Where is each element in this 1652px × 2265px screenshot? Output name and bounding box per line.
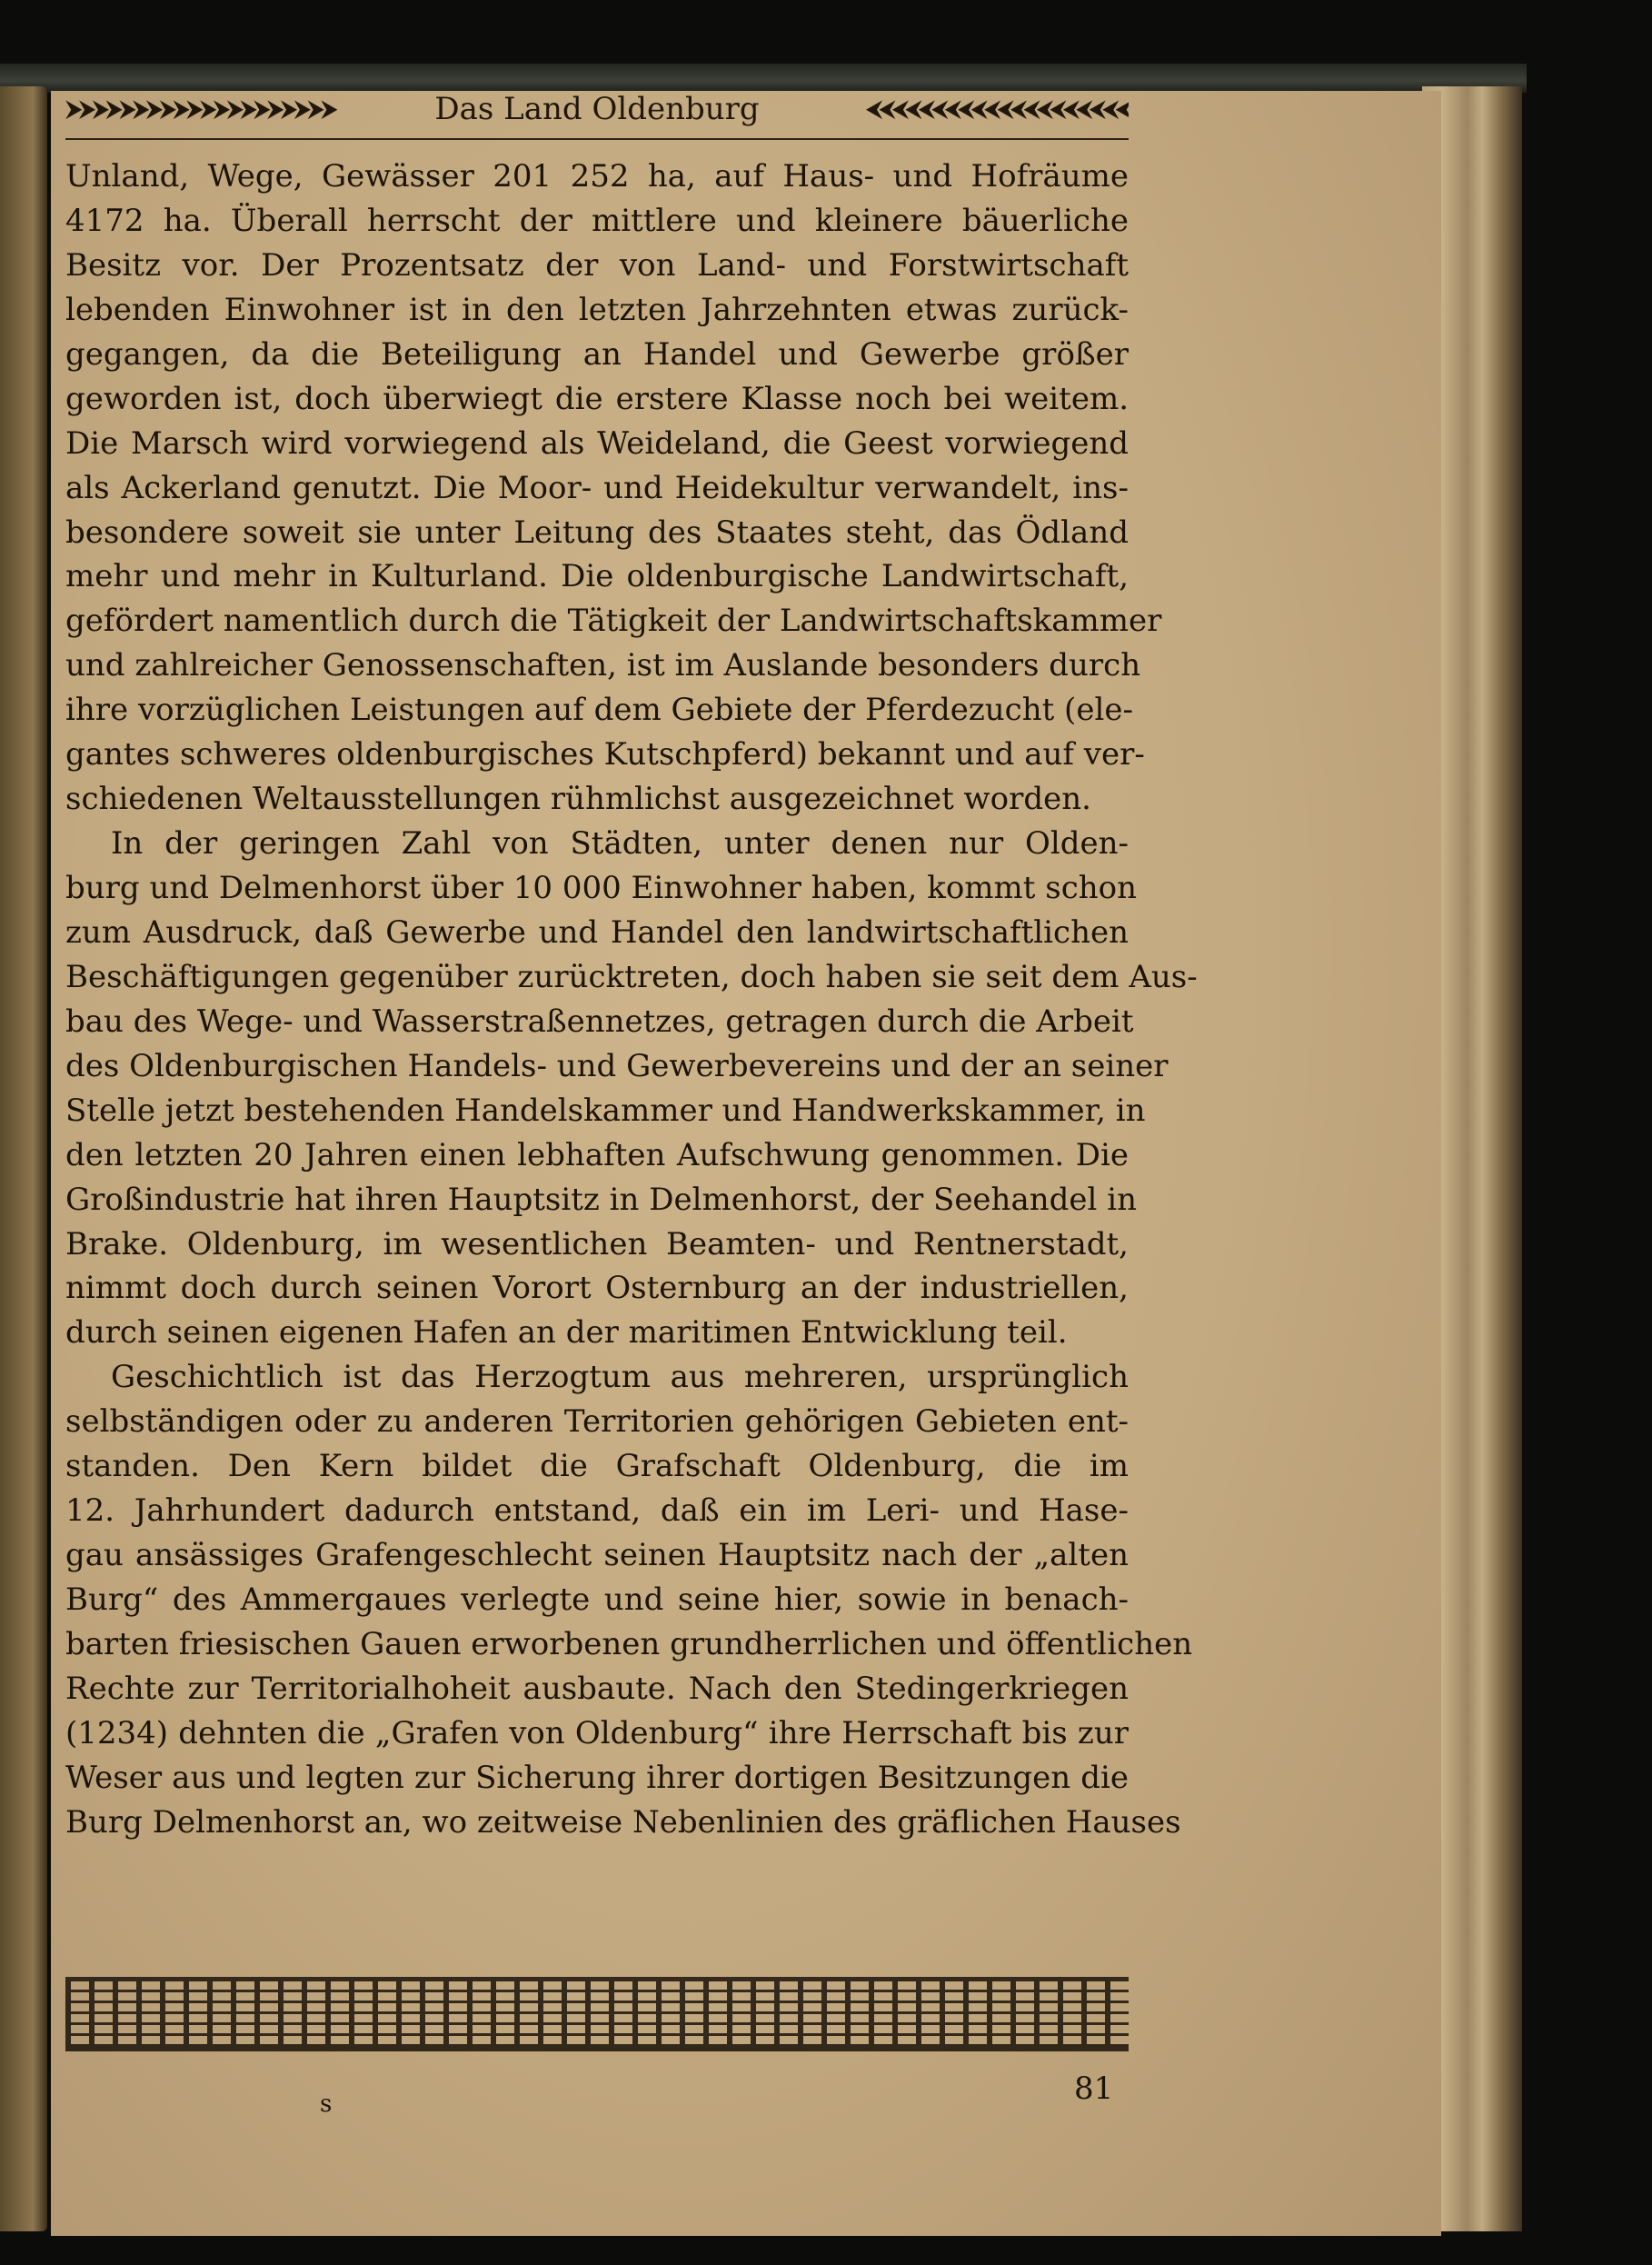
text-line: bau des Wege- und Wasserstraßennetzes, getragen durch die Arbeit [65, 1003, 1134, 1040]
text-line: und zahlreicher Genossenschaften, ist im Auslande besonders durch [65, 647, 1141, 684]
header-rule [65, 138, 1129, 140]
text-line: In der geringen Zahl von Städten, unter denen nur Olden- [111, 825, 1129, 863]
text-line: standen. Den Kern bildet die Grafschaft Oldenburg, die im [65, 1448, 1129, 1485]
text-line: Großindustrie hat ihren Hauptsitz in Delmenhorst, der Seehandel in [65, 1181, 1137, 1218]
text-line: gefördert namentlich durch die Tätigkeit der Landwirtschaftskammer [65, 603, 1162, 640]
header-ornament-left: ⮞⮞⮞⮞⮞⮞⮞⮞⮞⮞⮞⮞⮞⮞⮞⮞⮞⮞⮞⮞ [65, 99, 334, 119]
text-line: zum Ausdruck, daß Gewerbe und Handel den landwirtschaftlichen [65, 913, 1129, 951]
text-line: Rechte zur Territorialhoheit ausbaute. Nach den Stedingerkriegen [65, 1670, 1129, 1707]
text-line: Burg Delmenhorst an, wo zeitweise Nebenlinien des gräflichen Hauses [65, 1803, 1181, 1841]
text-line: Unland, Wege, Gewässer 201 252 ha, auf Haus- und Hofräume [65, 158, 1129, 195]
text-line: nimmt doch durch seinen Vorort Osternburg an der industriellen, [65, 1270, 1129, 1307]
text-line: gau ansässiges Grafengeschlecht seinen Hauptsitz nach der „alten [65, 1537, 1129, 1574]
text-line: Burg“ des Ammergaues verlegte und seine hier, sowie in benach- [65, 1582, 1129, 1618]
text-line: Weser aus und legten zur Sicherung ihrer dortigen Besitzungen die [65, 1759, 1129, 1796]
text-line: durch seinen eigenen Hafen an der maritimen Entwicklung teil. [65, 1314, 1068, 1352]
text-line: Brake. Oldenburg, im wesentlichen Beamten- und Rentnerstadt, [65, 1225, 1129, 1262]
text-line: gantes schweres oldenburgisches Kutschpferd) bekannt und auf ver- [65, 736, 1145, 773]
text-line: Besitz vor. Der Prozentsatz der von Land- und Forstwirtschaft [65, 246, 1129, 284]
running-title: Das Land Oldenburg [434, 91, 760, 127]
text-line: schiedenen Weltausstellungen rühmlichst ausgezeichnet worden. [65, 781, 1091, 818]
text-line: als Ackerland genutzt. Die Moor- und Heidekultur verwandelt, ins- [65, 469, 1129, 506]
text-line: lebenden Einwohner ist in den letzten Jahrzehnten etwas zurück- [65, 291, 1129, 328]
text-line: den letzten 20 Jahren einen lebhaften Aufschwung genommen. Die [65, 1136, 1129, 1173]
text-line: geworden ist, doch überwiegt die erstere Klasse noch bei weitem. [65, 380, 1129, 417]
text-line: Stelle jetzt bestehenden Handelskammer und Handwerkskammer, in [65, 1092, 1146, 1129]
running-header [65, 91, 1129, 127]
left-page-edge [0, 86, 47, 2231]
text-line: ihre vorzüglichen Leistungen auf dem Gebiete der Pferdezucht (ele- [65, 692, 1133, 729]
text-line: Geschichtlich ist das Herzogtum aus mehreren, ursprünglich [111, 1359, 1129, 1396]
text-line: 12. Jahrhundert dadurch entstand, daß ein im Leri- und Hase- [65, 1492, 1129, 1530]
text-line: Beschäftigungen gegenüber zurücktreten, doch haben sie seit dem Aus- [65, 958, 1198, 995]
text-line: besondere soweit sie unter Leitung des Staates steht, das Ödland [65, 514, 1129, 551]
text-line: burg und Delmenhorst über 10 000 Einwohner haben, kommt schon [65, 870, 1138, 906]
text-line: 4172 ha. Überall herrscht der mittlere und kleinere bäuerliche [65, 202, 1129, 239]
text-line: Die Marsch wird vorwiegend als Weideland, die Geest vorwiegend [65, 424, 1129, 462]
text-line: selbständigen oder zu anderen Territorien gehörigen Gebieten ent- [65, 1403, 1129, 1441]
page-number: 81 [1074, 2070, 1114, 2107]
text-line: gegangen, da die Beteiligung an Handel und Gewerbe größer [65, 335, 1129, 373]
text-line: des Oldenburgischen Handels- und Gewerbevereins und der an seiner [65, 1047, 1169, 1084]
footer-ornament [65, 1977, 1129, 2051]
text-line: mehr und mehr in Kulturland. Die oldenburgische Landwirtschaft, [65, 558, 1129, 595]
header-ornament-right: ⮜⮜⮜⮜⮜⮜⮜⮜⮜⮜⮜⮜⮜⮜⮜⮜⮜⮜⮜⮜ [865, 99, 1130, 119]
signature-mark: s [320, 2090, 333, 2118]
book-cover-edge [0, 64, 1527, 93]
body-text [65, 155, 1198, 1845]
text-line: (1234) dehnten die „Grafen von Oldenburg“ ihre Herrschaft bis zur [65, 1714, 1129, 1751]
text-line: barten friesischen Gauen erworbenen grundherrlichen und öffentlichen [65, 1625, 1193, 1662]
